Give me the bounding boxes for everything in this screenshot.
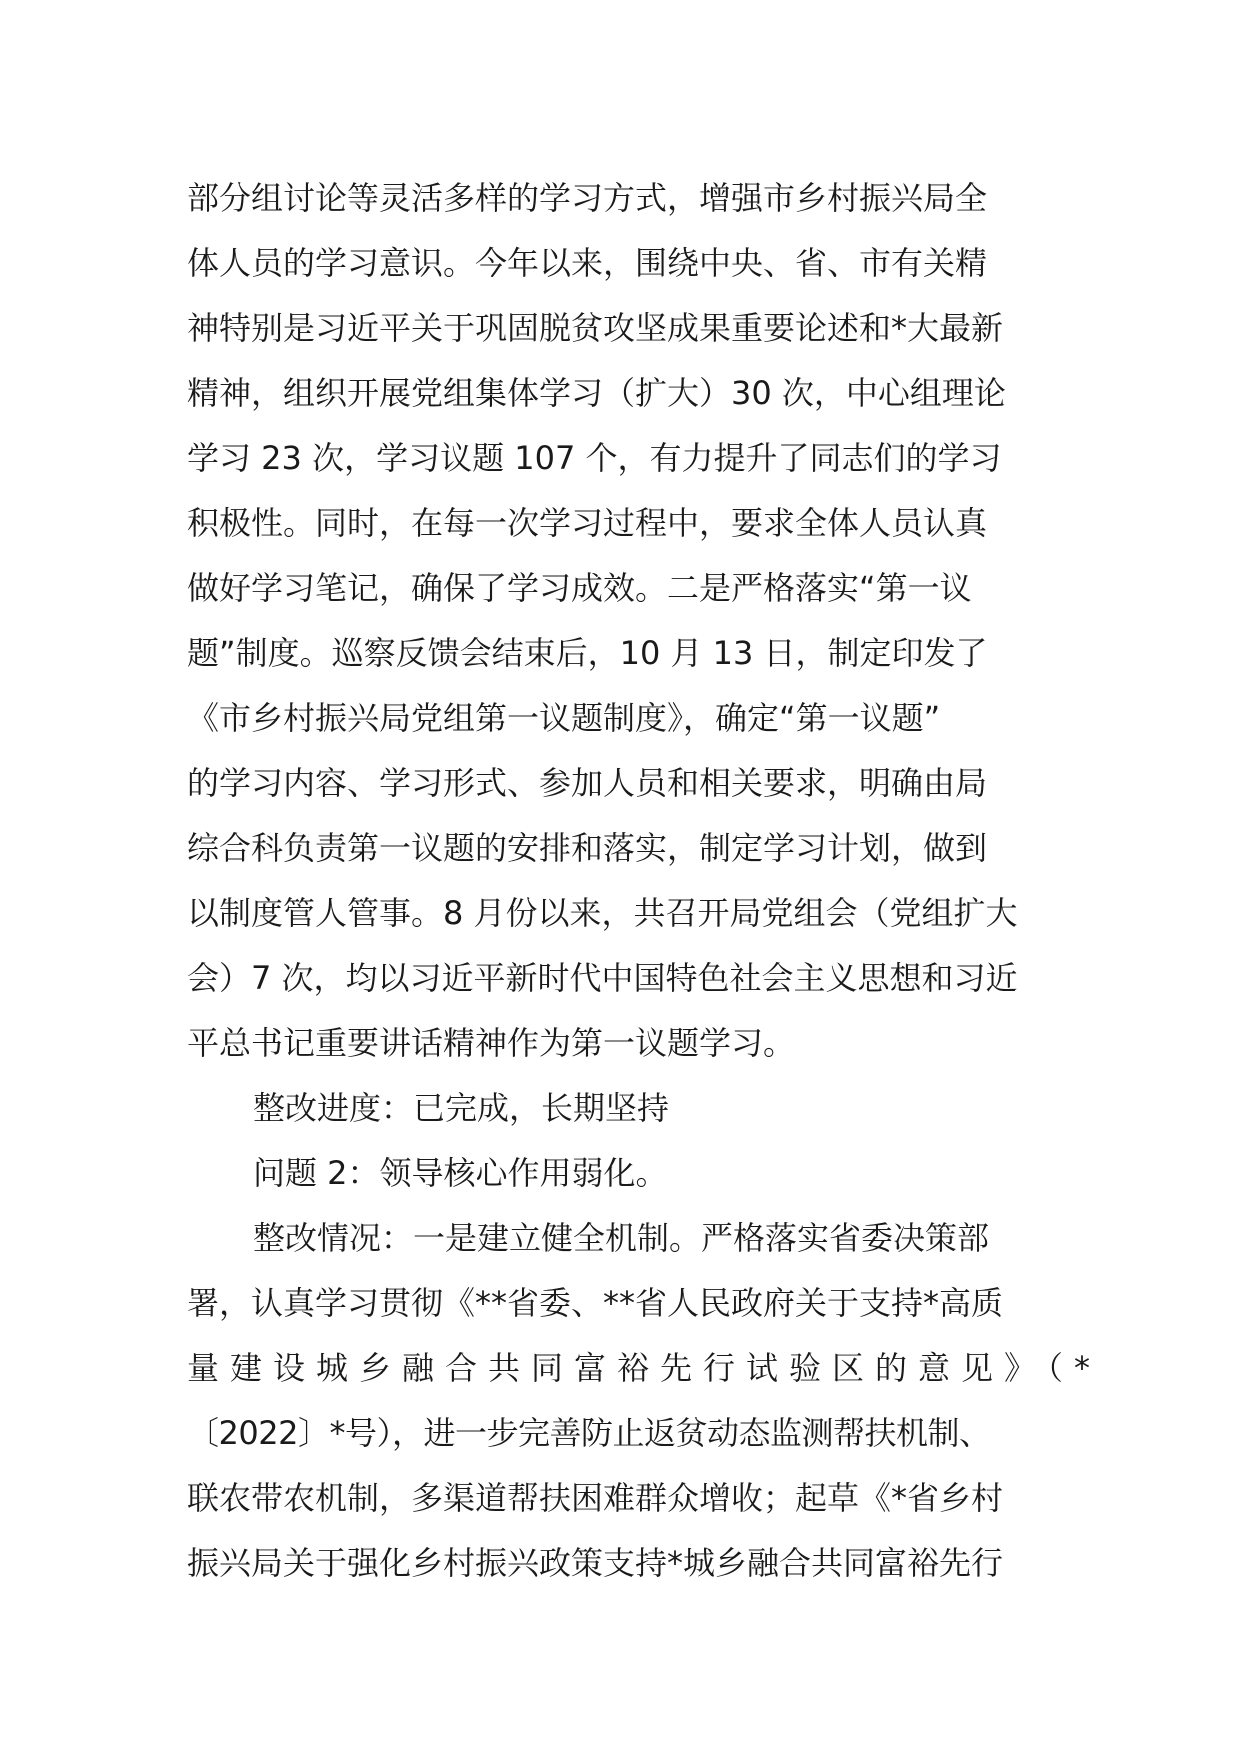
text-line: 联农带农机制，多渠道帮扶困难群众增收；起草《*省乡村 [187,1479,1004,1517]
text-line: 题”制度。巡察反馈会结束后，10 月 13 日，制定印发了 [187,634,988,672]
text-line: 部分组讨论等灵活多样的学习方式，增强市乡村振兴局全 [187,179,988,217]
text-line: 署，认真学习贯彻《**省委、**省人民政府关于支持*高质 [187,1284,1004,1322]
text-line: 〔2022〕*号），进一步完善防止返贫动态监测帮扶机制、 [187,1414,991,1452]
progress-line: 整改进度：已完成，长期坚持 [253,1089,670,1127]
text-line: 体人员的学习意识。今年以来，围绕中央、省、市有关精 [187,244,988,282]
issue-heading: 问题 2：领导核心作用弱化。 [253,1154,668,1192]
text-line: 积极性。同时，在每一次学习过程中，要求全体人员认真 [187,504,988,542]
document-body [187,166,1102,1596]
text-line: 量建设城乡融合共同富裕先行试验区的意见》（* [187,1349,1102,1387]
text-line: 精神，组织开展党组集体学习（扩大）30 次，中心组理论 [187,374,1006,412]
text-line: 平总书记重要讲话精神作为第一议题学习。 [187,1024,796,1062]
text-line: 振兴局关于强化乡村振兴政策支持*城乡融合共同富裕先行 [187,1544,1004,1582]
text-line: 的学习内容、学习形式、参加人员和相关要求，明确由局 [187,764,988,802]
text-line: 神特别是习近平关于巩固脱贫攻坚成果重要论述和*大最新 [187,309,1004,347]
text-line: 学习 23 次，学习议题 107 个，有力提升了同志们的学习 [187,439,1002,477]
text-line: 整改情况：一是建立健全机制。严格落实省委决策部 [253,1219,990,1257]
text-line: 以制度管人管事。8 月份以来，共召开局党组会（党组扩大 [187,894,1018,932]
text-line: 会）7 次，均以习近平新时代中国特色社会主义思想和习近 [187,959,1018,997]
text-line: 《市乡村振兴局党组第一议题制度》，确定“第一议题” [187,699,941,737]
text-line: 做好学习笔记，确保了学习成效。二是严格落实“第一议 [187,569,972,607]
text-line: 综合科负责第一议题的安排和落实，制定学习计划，做到 [187,829,988,867]
